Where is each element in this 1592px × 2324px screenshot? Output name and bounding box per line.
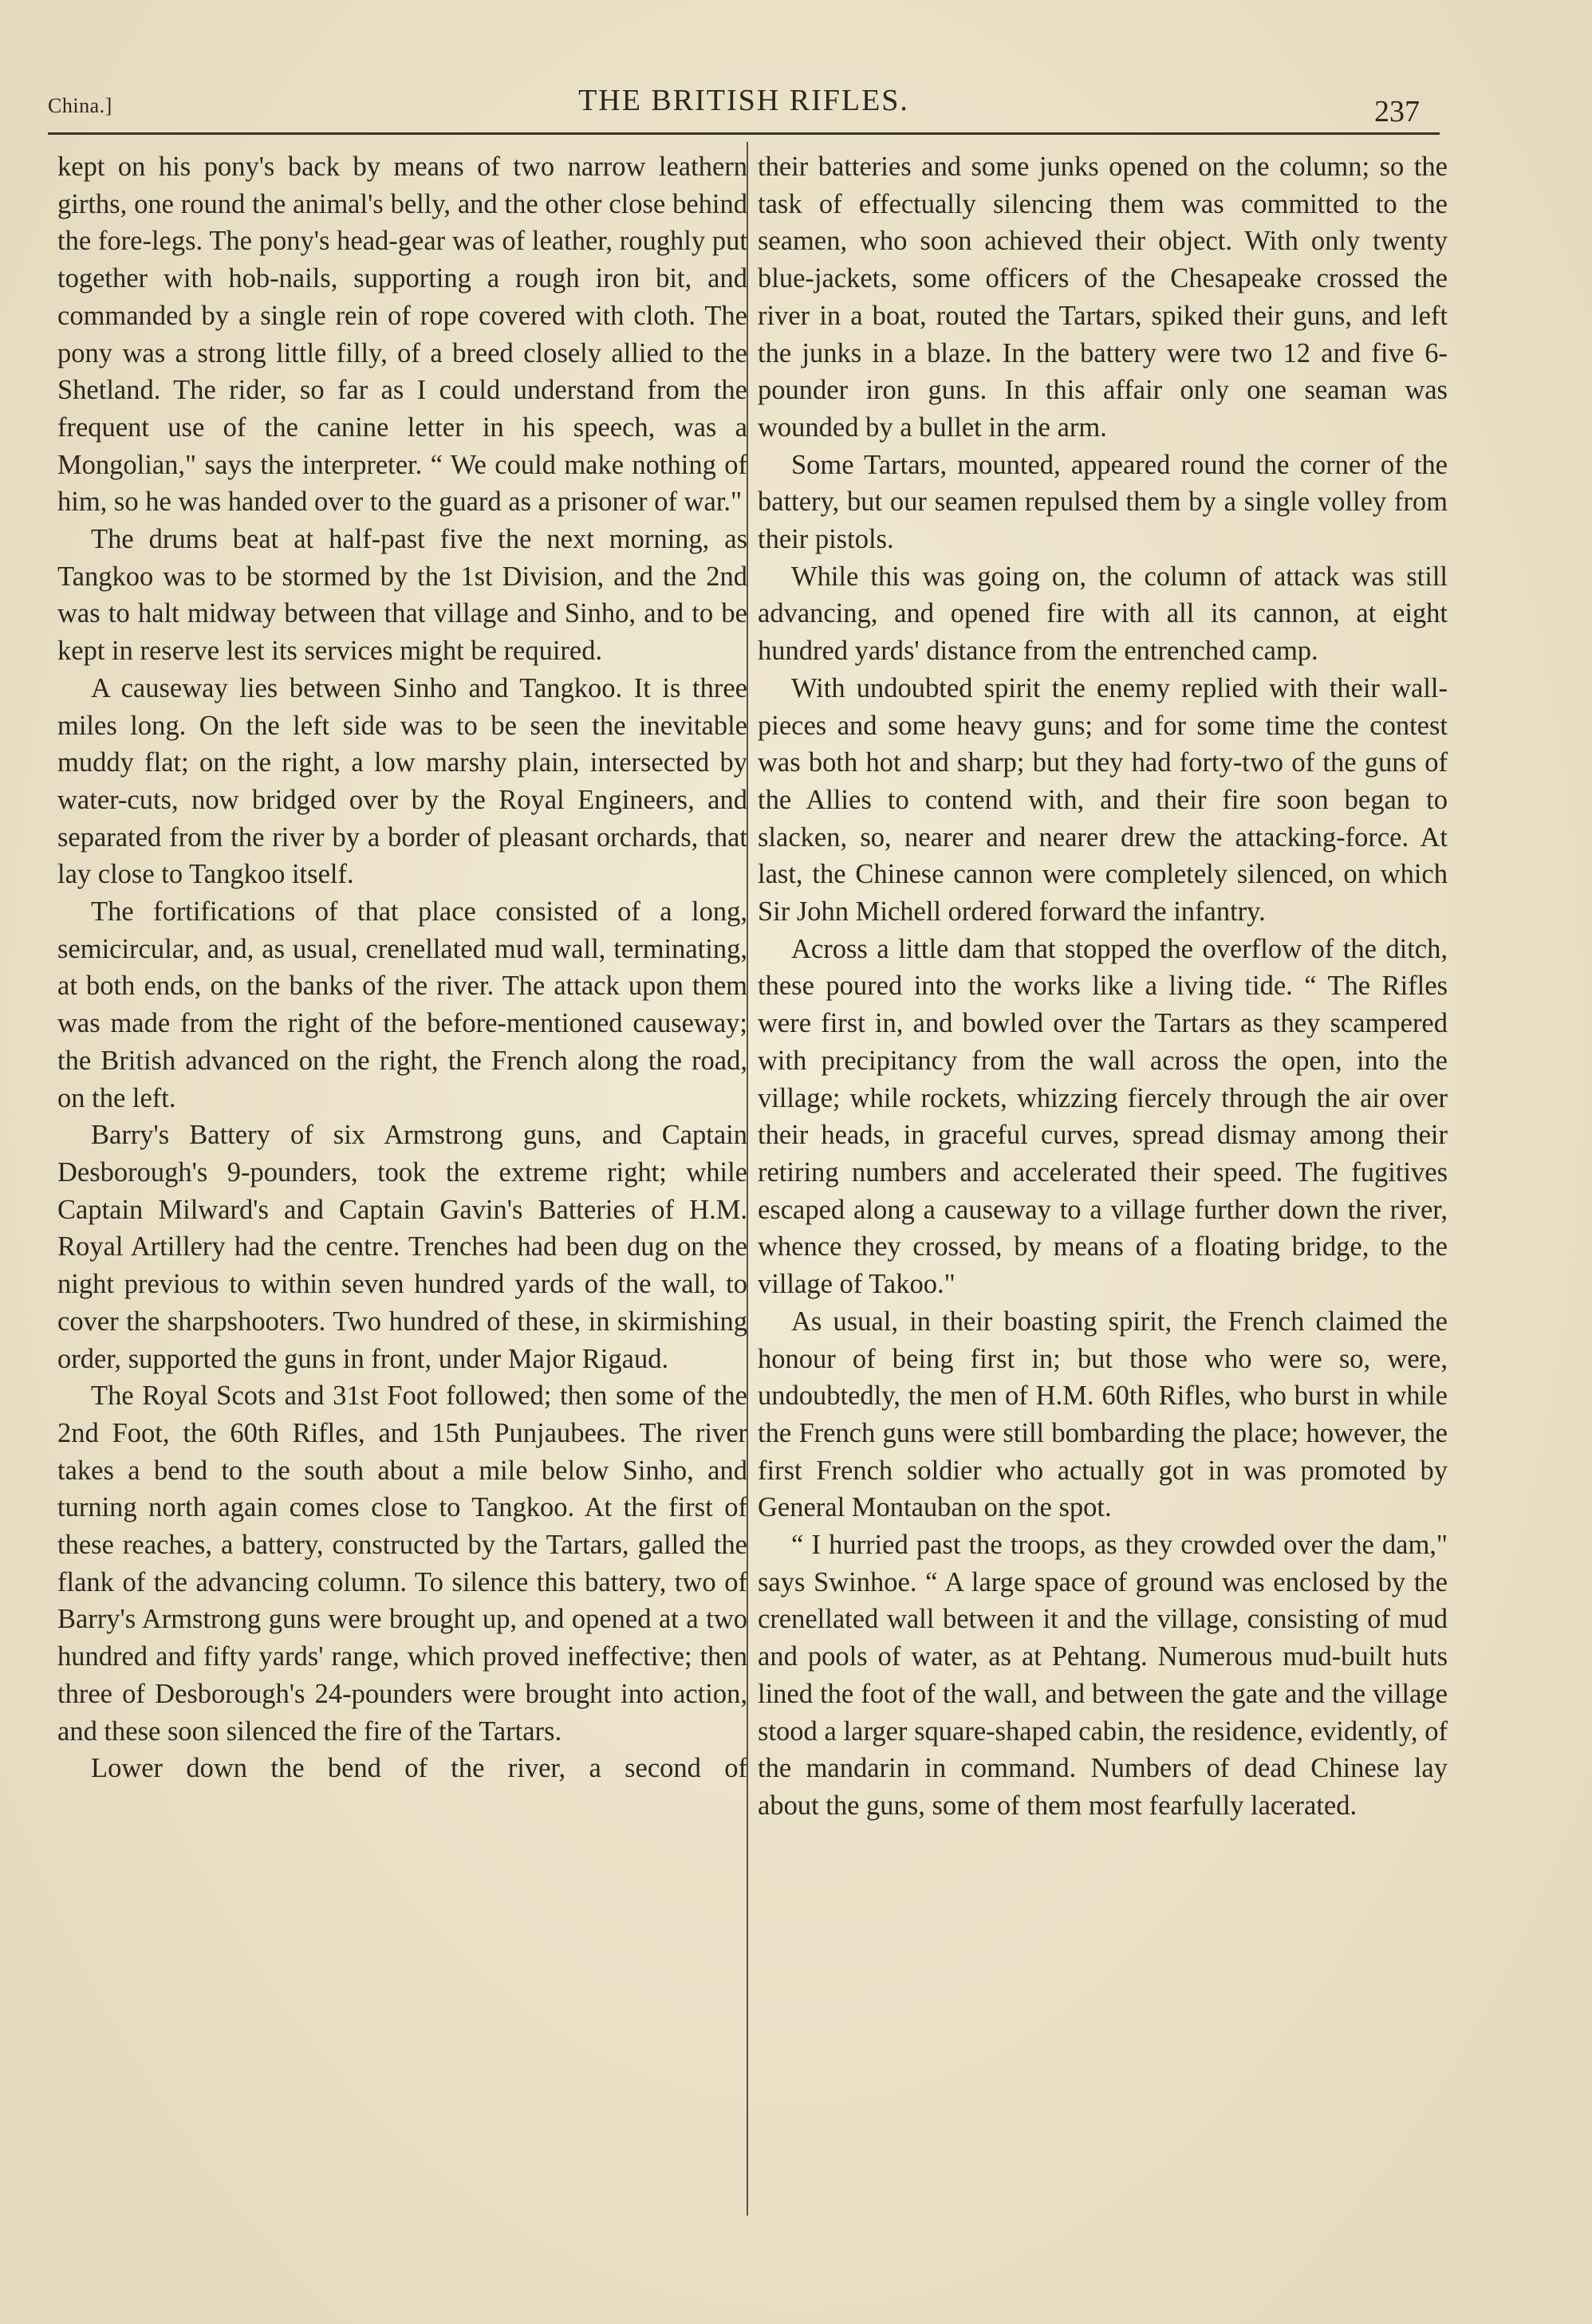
paragraph: The fortifications of that place consisted of a long, semicircular, and, as usual, crenellated mud wall, terminating, at both ends, on the banks of the river. The attack upon them was made from the right of the before-mentioned causeway; the British advanced on the right, the French along the road, on the left.	[57, 896, 747, 1113]
column-divider	[747, 142, 748, 2216]
paragraph: Lower down the bend of the river, a second of	[91, 1753, 747, 1784]
paragraph: While this was going on, the column of attack was still advancing, and opened fire with all its cannon, at eight hundred yards' distance from the entrenched camp.	[758, 561, 1448, 667]
paragraph: Some Tartars, mounted, appeared round the corner of the battery, but our seamen repulsed them by a single volley from their pistols.	[758, 449, 1448, 555]
section-label: China.]	[48, 94, 112, 117]
header-rule	[48, 132, 1440, 135]
page-title: THE BRITISH RIFLES.	[578, 84, 909, 117]
paragraph: A causeway lies between Sinho and Tangkoo. It is three miles long. On the left side was to be seen the inevitable muddy flat; on the right, a low marshy plain, intersected by water-cuts, now bridged over by the Royal Engineers, and separated from the river by a border of pleasant orchards, that lay close to Tangkoo itself.	[57, 672, 747, 890]
page-number: 237	[1374, 95, 1420, 128]
running-head	[48, 83, 1440, 131]
left-column	[57, 148, 747, 1787]
paragraph: “ I hurried past the troops, as they crowded over the dam," says Swinhoe. “ A large space of ground was enclosed by the crenellated wall between it and the village, consisting of mud and pools of water, as at Pehtang. Numerous mud-built huts lined the foot of the wall, and between the gate and the village stood a larger square-shaped cabin, the residence, evidently, of the mandarin in command. Numbers of dead Chinese lay about the guns, some of them most fearfully lacerated.	[758, 1530, 1448, 1821]
paragraph: With undoubted spirit the enemy replied with their wall-pieces and some heavy guns; and for some time the contest was both hot and sharp; but they had forty-two of the guns of the Allies to contend with, and their fire soon began to slacken, so, nearer and nearer drew the attacking-force. At last, the Chinese cannon were completely silenced, on which Sir John Michell ordered forward the infantry.	[758, 672, 1448, 928]
paragraph: The drums beat at half-past five the next morning, as Tangkoo was to be stormed by the 1st Division, and the 2nd was to halt midway between that village and Sinho, and to be kept in reserve lest its services might be required.	[57, 524, 747, 667]
paragraph: Across a little dam that stopped the overflow of the ditch, these poured into the works like a living tide. “ The Rifles were first in, and bowled over the Tartars as they scampered with precipitancy from the wall across the open, into the village; while rockets, whizzing fiercely through the air over their heads, in graceful curves, spread dismay among their retiring numbers and accelerated their speed. The fugitives escaped along a causeway to a village further down the river, whence they crossed, by means of a floating bridge, to the village of Takoo."	[758, 933, 1448, 1300]
paragraph: kept on his pony's back by means of two narrow leathern girths, one round the animal's belly, and the other close behind the fore-legs. The pony's head-gear was of leather, roughly put together with hob-nails, supporting a rough iron bit, and commanded by a single rein of rope covered with cloth. The pony was a strong little filly, of a breed closely allied to the Shetland. The rider, so far as I could understand from the frequent use of the canine letter in his speech, was a Mongolian," says the interpreter. “ We could make nothing of him, so he was handed over to the guard as a prisoner of war."	[57, 152, 747, 518]
paragraph: As usual, in their boasting spirit, the French claimed the honour of being first in; but those who were so, were, undoubtedly, the men of H.M. 60th Rifles, who burst in while the French guns were still bombarding the place; however, the first French soldier who actually got in was promoted by General Montauban on the spot.	[758, 1306, 1448, 1523]
paragraph: The Royal Scots and 31st Foot followed; then some of the 2nd Foot, the 60th Rifles, and 15th Punjaubees. The river takes a bend to the south about a mile below Sinho, and turning north again comes close to Tangkoo. At the first of these reaches, a battery, constructed by the Tartars, galled the flank of the advancing column. To silence this battery, two of Barry's Armstrong guns were brought up, and opened at a two hundred and fifty yards' range, which proved ineffective; then three of Desborough's 24-pounders were brought into action, and these soon silenced the fire of the Tartars.	[57, 1381, 747, 1747]
paragraph: their batteries and some junks opened on the column; so the task of effectually silencing them was committed to the seamen, who soon achieved their object. With only twenty blue-jackets, some officers of the Chesapeake crossed the river in a boat, routed the Tartars, spiked their guns, and left the junks in a blaze. In the battery were two 12 and five 6-pounder iron guns. In this affair only one seaman was wounded by a bullet in the arm.	[758, 152, 1448, 443]
right-column	[758, 148, 1448, 1825]
paragraph: Barry's Battery of six Armstrong guns, and Captain Desborough's 9-pounders, took the extreme right; while Captain Milward's and Captain Gavin's Batteries of H.M. Royal Artillery had the centre. Trenches had been dug on the night previous to within seven hundred yards of the wall, to cover the sharpshooters. Two hundred of these, in skirmishing order, supported the guns in front, under Major Rigaud.	[57, 1120, 747, 1374]
